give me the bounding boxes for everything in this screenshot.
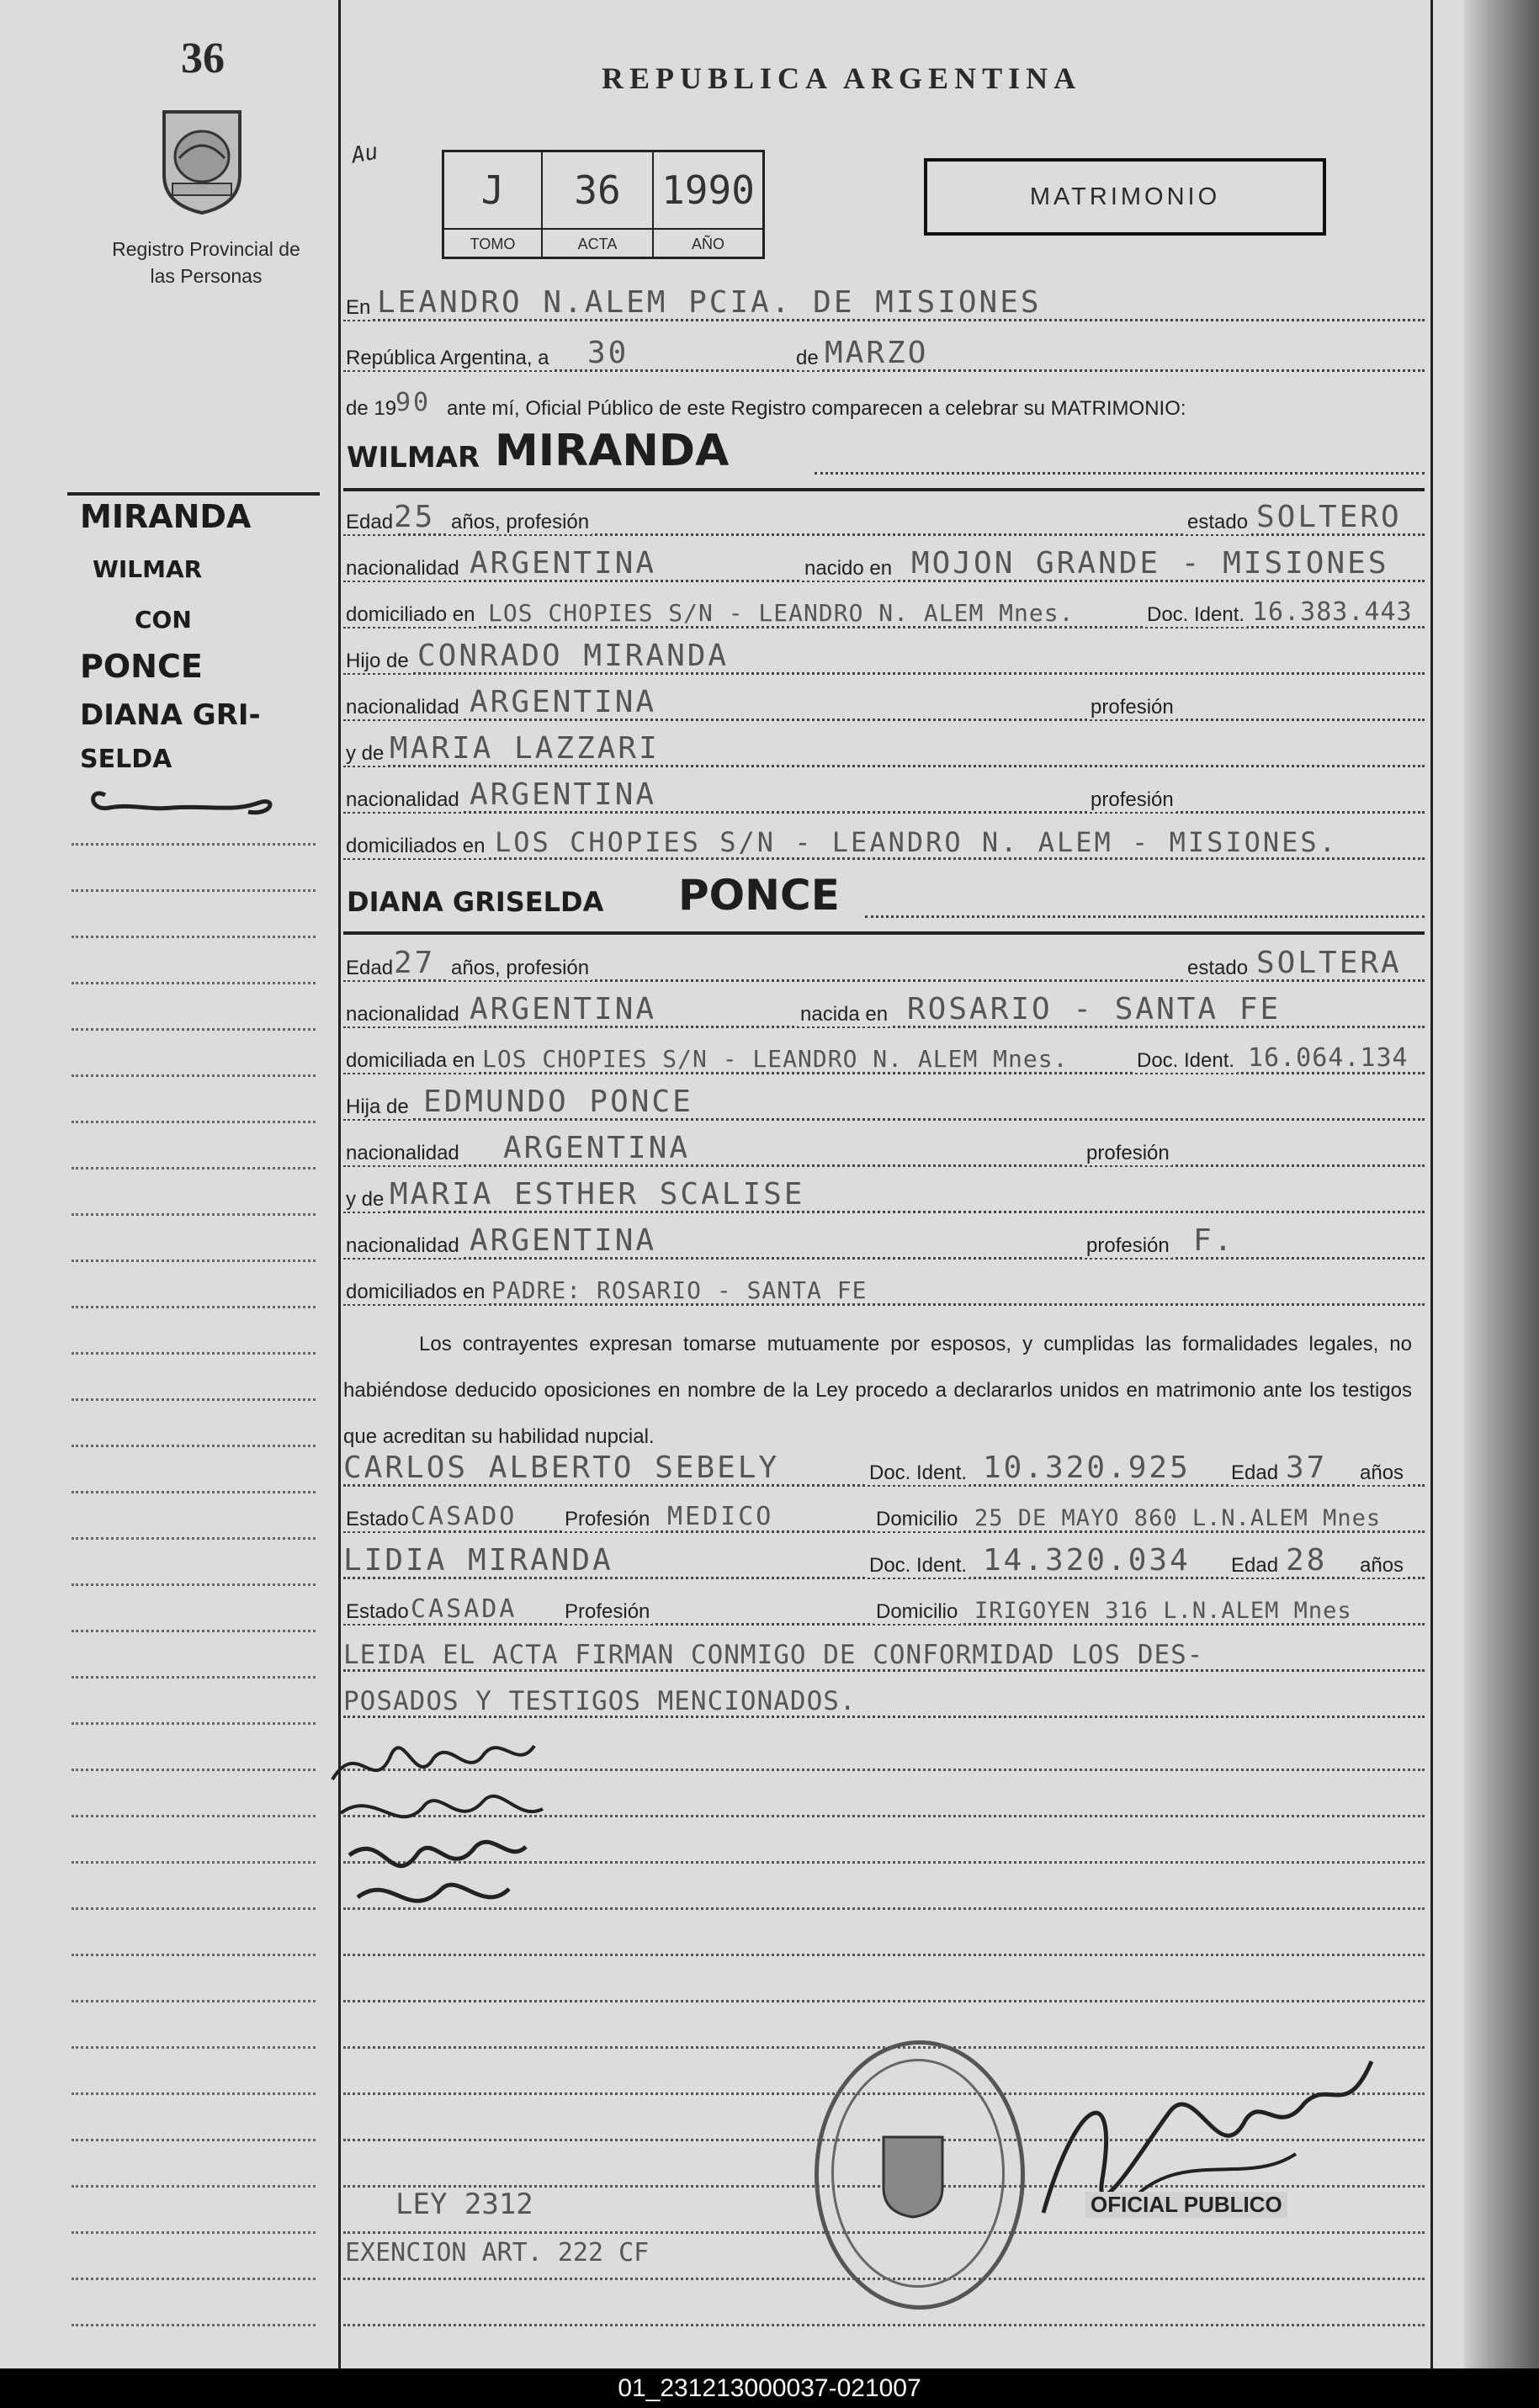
record-type-box: MATRIMONIO bbox=[924, 158, 1326, 236]
bride-parents-address-row: domiciliados en PADRE: ROSARIO - SANTA FE bbox=[343, 1270, 1425, 1311]
section-separator bbox=[343, 488, 1425, 491]
margin-ruled-line bbox=[72, 2183, 316, 2188]
margin-ruled-line bbox=[72, 1906, 316, 1910]
margin-ruled-line bbox=[72, 1952, 316, 1956]
witness2-row: LIDIA MIRANDA Doc. Ident. 14.320.034 Edad 28 años bbox=[343, 1544, 1425, 1584]
witness2-detail-row: Estado CASADA Profesión Domicilio IRIGOYEN 316 L.N.ALEM Mnes bbox=[343, 1590, 1425, 1631]
margin-name-groom: WILMAR bbox=[93, 555, 203, 583]
margin-name-bride-1: DIANA GRI- bbox=[80, 698, 261, 732]
official-signature-icon bbox=[1027, 2045, 1397, 2255]
month-value: MARZO bbox=[825, 336, 929, 370]
margin-ruled-line bbox=[72, 1535, 316, 1540]
groom-father-row: Hijo de CONRADO MIRANDA bbox=[343, 639, 1425, 680]
groom-mother-nat-row: nacionalidad ARGENTINA profesión bbox=[343, 778, 1425, 819]
margin-ruled-line bbox=[72, 2137, 316, 2141]
groom-nationality-row: nacionalidad ARGENTINA nacido en MOJON GRANDE - MISIONES bbox=[343, 547, 1425, 587]
date-row: República Argentina, a 30 de MARZO bbox=[343, 337, 1425, 377]
margin-top-rule bbox=[67, 492, 320, 496]
witness1-row: CARLOS ALBERTO SEBELY Doc. Ident. 10.320.925 Edad 37 años bbox=[343, 1451, 1425, 1492]
margin-surname-bride: PONCE bbox=[80, 648, 203, 685]
margin-ruled-line bbox=[72, 2322, 316, 2326]
margin-ruled-line bbox=[72, 1212, 316, 1216]
day-value: 30 bbox=[587, 336, 629, 370]
tomo-value: J bbox=[444, 152, 543, 228]
file-identifier: 01_231213000037-021007 bbox=[0, 2368, 1539, 2408]
bride-first-names: DIANA GRISELDA bbox=[347, 886, 604, 918]
margin-ruled-line bbox=[72, 2276, 316, 2280]
bride-last-name: PONCE bbox=[678, 871, 840, 920]
province-emblem-icon bbox=[156, 99, 248, 217]
registry-label: Registro Provincial de las Personas bbox=[112, 238, 300, 287]
margin-ruled-line bbox=[72, 1443, 316, 1447]
place-row: En LEANDRO N.ALEM PCIA. DE MISIONES bbox=[343, 286, 1425, 326]
anio-value: 1990 bbox=[661, 167, 755, 213]
year-row: de 19 90 ante mí, Oficial Público de este Registro comparecen a celebrar su MATRIMONIO: bbox=[343, 387, 1425, 427]
exemption-note: EXENCION ART. 222 CF bbox=[345, 2238, 650, 2267]
margin-ruled-line bbox=[72, 1258, 316, 1262]
margin-ruled-line bbox=[72, 1998, 316, 2002]
closing-line-1: LEIDA EL ACTA FIRMAN CONMIGO DE CONFORMIDAD LOS DES- bbox=[343, 1636, 1425, 1677]
margin-ruled-line bbox=[72, 1119, 316, 1123]
margin-ruled-line bbox=[72, 1674, 316, 1679]
country-title: REPUBLICA ARGENTINA bbox=[602, 61, 1082, 95]
bride-mother-row: y de MARIA ESTHER SCALISE bbox=[343, 1178, 1425, 1218]
margin-ruled-line bbox=[72, 1304, 316, 1308]
book-binding-edge bbox=[1464, 0, 1539, 2368]
margin-surname-groom: MIRANDA bbox=[80, 498, 252, 535]
margin-ruled-line bbox=[72, 841, 316, 846]
groom-mother-row: y de MARIA LAZZARI bbox=[343, 732, 1425, 772]
margin-ruled-line bbox=[72, 1397, 316, 1401]
initials-note: Au bbox=[349, 139, 380, 169]
acta-label: ACTA bbox=[543, 228, 654, 258]
bride-father-nat-row: nacionalidad ARGENTINA profesión bbox=[343, 1132, 1425, 1172]
bride-father-row: Hija de EDMUNDO PONCE bbox=[343, 1085, 1425, 1126]
groom-parents-address-row: domiciliados en LOS CHOPIES S/N - LEANDRO N. ALEM - MISIONES. bbox=[343, 825, 1425, 865]
margin-ruled-line bbox=[72, 1350, 316, 1355]
place-value: LEANDRO N.ALEM PCIA. DE MISIONES bbox=[377, 285, 1042, 320]
margin-ruled-line bbox=[72, 1073, 316, 1077]
margin-ruled-line bbox=[72, 934, 316, 938]
margin-ruled-line bbox=[72, 2230, 316, 2234]
section-separator bbox=[343, 931, 1425, 935]
margin-ruled-line bbox=[72, 2091, 316, 2095]
witness1-detail-row: Estado CASADO Profesión MEDICO Domicilio 25 DE MAYO 860 L.N.ALEM Mnes bbox=[343, 1498, 1425, 1538]
groom-name-row bbox=[343, 426, 1425, 480]
bride-nationality-row: nacionalidad ARGENTINA nacida en ROSARIO - SANTA FE bbox=[343, 993, 1425, 1033]
tomo-label: TOMO bbox=[444, 228, 543, 258]
margin-ruled-line bbox=[72, 1165, 316, 1170]
margin-flourish-icon bbox=[80, 778, 290, 820]
margin-ruled-line bbox=[72, 1767, 316, 1771]
margin-ruled-line bbox=[72, 888, 316, 892]
ruled-line bbox=[343, 1952, 1425, 1956]
ruled-line bbox=[343, 2322, 1425, 2326]
margin-ruled-line bbox=[72, 1813, 316, 1817]
groom-last-name: MIRANDA bbox=[495, 426, 730, 476]
declaration-text: Los contrayentes expresan tomarse mutuamente por esposos, y cumplidas las formalidades legales, no habiéndose deducido oposiciones en nombre de la Ley procedo a declararlos unidos en matrimonio ante los testigos que acreditan su habilidad nupcial. bbox=[343, 1333, 1412, 1448]
margin-con: CON bbox=[135, 606, 192, 634]
bride-mother-nat-row: nacionalidad ARGENTINA profesión F. bbox=[343, 1224, 1425, 1265]
column-divider bbox=[338, 0, 341, 2368]
margin-ruled-line bbox=[72, 1582, 316, 1586]
bride-address-row: domiciliada en LOS CHOPIES S/N - LEANDRO N. ALEM Mnes. Doc. Ident. 16.064.134 bbox=[343, 1039, 1425, 1079]
groom-father-nat-row: nacionalidad ARGENTINA profesión bbox=[343, 686, 1425, 726]
law-note: LEY 2312 bbox=[395, 2188, 533, 2221]
page-number: 36 bbox=[181, 34, 225, 82]
tomo-acta-anio-box bbox=[442, 150, 765, 259]
margin-ruled-line bbox=[72, 1859, 316, 1864]
margin-ruled-line bbox=[72, 1628, 316, 1632]
acta-value: 36 bbox=[543, 152, 654, 228]
year-value: 90 bbox=[395, 388, 432, 417]
groom-age-row: Edad 25 años, profesión estado SOLTERO bbox=[343, 501, 1425, 541]
official-stamp: OFICIAL PUBLICO bbox=[1085, 2192, 1287, 2218]
margin-ruled-line bbox=[72, 2045, 316, 2049]
groom-first-name: WILMAR bbox=[347, 441, 480, 475]
margin-ruled-line bbox=[72, 1026, 316, 1031]
margin-ruled-line bbox=[72, 1489, 316, 1493]
closing-line-2: POSADOS Y TESTIGOS MENCIONADOS. bbox=[343, 1683, 1425, 1723]
ruled-line bbox=[343, 1998, 1425, 2002]
margin-ruled-line bbox=[72, 980, 316, 984]
margin-ruled-line bbox=[72, 1721, 316, 1725]
seal-emblem-icon bbox=[875, 2129, 951, 2221]
margin-name-bride-2: SELDA bbox=[80, 745, 172, 774]
bride-name-row bbox=[343, 871, 1425, 923]
bride-age-row: Edad 27 años, profesión estado SOLTERA bbox=[343, 947, 1425, 987]
anio-label: AÑO bbox=[654, 228, 762, 258]
page-right-rule bbox=[1430, 0, 1433, 2368]
signatures-icon bbox=[324, 1721, 568, 1931]
groom-address-row: domiciliado en LOS CHOPIES S/N - LEANDRO N. ALEM Mnes. Doc. Ident. 16.383.443 bbox=[343, 593, 1425, 634]
